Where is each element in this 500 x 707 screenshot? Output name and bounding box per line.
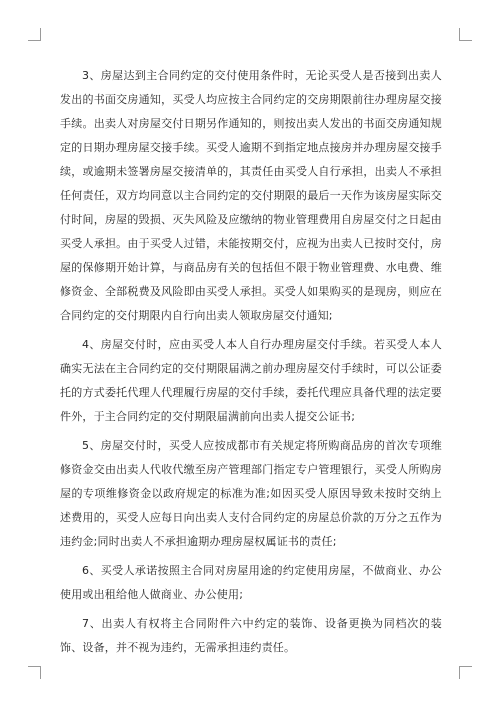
clause-6-paragraph: 6、买受人承诺按照主合同对房屋用途的约定使用房屋，不做商业、办公使用或出租给他人做商业、办公使用; [60,564,442,601]
crop-mark-bottom-right [459,666,472,679]
crop-mark-top-left [28,28,41,41]
clause-3-paragraph: 3、房屋达到主合同约定的交付使用条件时，无论买受人是否接到出卖人发出的书面交房通知，买受人均应按主合同约定的交房期限前往办理房屋交接手续。出卖人对房屋交付日期另作通知的，则按出卖人发出的书面交房通知规定的日期办理房屋交接手续。买受人逾期不到指定地点接房并办理房屋交接手续，或逾期未签署房屋交接清单的，其责任由买受人自行承担，出卖人不承担任何责任，双方均同意以主合同约定的交付期限的最后一天作为该房屋实际交付时间，房屋的毁损、灭失风险及应缴纳的物业管理费用自房屋交付之日起由买受人承担。由于买受人过错，未能按期交付，应视为出卖人已按时交付，房屋的保修期开始计算，与商品房有关的包括但不限于物业管理费、水电费、维修资金、全部税费及风险即由买受人承担。买受人如果购买的是现房，则应在合同约定的交付期限内自行向出卖人领取房屋交付通知; [60,69,442,322]
document-body [60,64,442,665]
clause-4-paragraph: 4、房屋交付时，应由买受人本人自行办理房屋交付手续。若买受人本人确实无法在主合同约定的交付期限届满之前办理房屋交付手续时，可以公证委托的方式委托代理人代理履行房屋的交付手续，委托代理应具备代理的法定要件外，于主合同约定的交付期限届满前向出卖人提交公证书; [60,338,442,423]
clause-7-paragraph: 7、出卖人有权将主合同附件六中约定的装饰、设备更换为同档次的装饰、设备，并不视为违约，无需承担违约责任。 [60,617,442,654]
crop-mark-top-right [459,28,472,41]
clause-5-paragraph: 5、房屋交付时，买受人应按成都市有关规定将所购商品房的首次专项维修资金交由出卖人代收代缴至房产管理部门指定专户管理银行，买受人所购房屋的专项维修资金以政府规定的标准为准;如因买受人原因导致未按时交纳上述费用的，买受人应每日向出卖人支付合同约定的房屋总价款的万分之五作为违约金;同时出卖人不承担逾期办理房屋权属证书的责任; [60,439,442,548]
crop-mark-bottom-left [28,666,41,679]
